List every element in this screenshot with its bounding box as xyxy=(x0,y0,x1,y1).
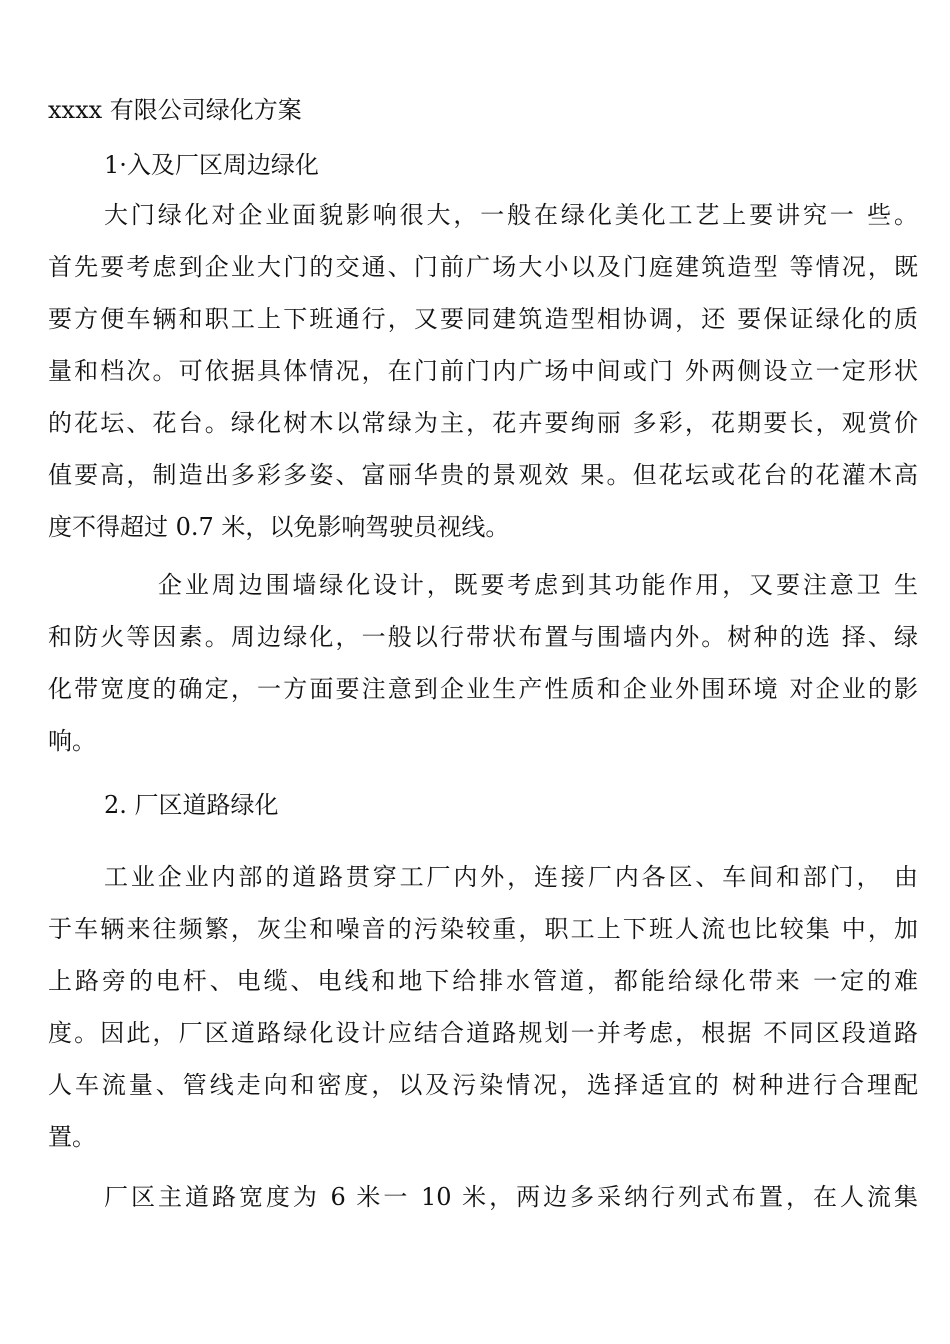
document-title: xxxx 有限公司绿化方案 xyxy=(48,96,302,124)
paragraph-line: 厂区主道路宽度为 6 米一 10 米，两边多采纳行列式布置，在人流集 xyxy=(104,1183,918,1211)
paragraph-line: 企业周边围墙绿化设计，既要考虑到其功能作用，又要注意卫 生 xyxy=(158,571,918,599)
paragraph-line: 大门绿化对企业面貌影响很大，一般在绿化美化工艺上要讲究一 些。 xyxy=(104,201,918,229)
paragraph-line: 于车辆来往频繁，灰尘和噪音的污染较重，职工上下班人流也比较集 中，加 xyxy=(48,915,918,943)
paragraph-line: 首先要考虑到企业大门的交通、门前广场大小以及门庭建筑造型 等情况，既 xyxy=(48,253,918,281)
paragraph-line: 化带宽度的确定，一方面要注意到企业生产性质和企业外围环境 对企业的影 xyxy=(48,675,918,703)
section-heading-1: 1·入及厂区周边绿化 xyxy=(104,151,319,179)
paragraph-line: 要方便车辆和职工上下班通行，又要同建筑造型相协调，还 要保证绿化的质 xyxy=(48,305,918,333)
section-heading-2: 2. 厂区道路绿化 xyxy=(104,791,279,819)
paragraph-line: 度不得超过 0.7 米，以免影响驾驶员视线。 xyxy=(48,513,510,541)
paragraph-line: 工业企业内部的道路贯穿工厂内外，连接厂内各区、车间和部门， 由 xyxy=(104,863,918,891)
paragraph-line: 上路旁的电杆、电缆、电线和地下给排水管道，都能给绿化带来 一定的难 xyxy=(48,967,918,995)
paragraph-line: 值要高，制造出多彩多姿、富丽华贵的景观效 果。但花坛或花台的花灌木高 xyxy=(48,461,918,489)
paragraph-line: 响。 xyxy=(48,727,96,755)
paragraph-line: 量和档次。可依据具体情况，在门前门内广场中间或门 外两侧设立一定形状 xyxy=(48,357,918,385)
paragraph-line: 和防火等因素。周边绿化，一般以行带状布置与围墙内外。树种的选 择、绿 xyxy=(48,623,918,651)
paragraph-line: 度。因此，厂区道路绿化设计应结合道路规划一并考虑，根据 不同区段道路 xyxy=(48,1019,918,1047)
paragraph-line: 人车流量、管线走向和密度，以及污染情况，选择适宜的 树种进行合理配 xyxy=(48,1071,918,1099)
paragraph-line: 置。 xyxy=(48,1123,96,1151)
paragraph-line: 的花坛、花台。绿化树木以常绿为主，花卉要绚丽 多彩，花期要长，观赏价 xyxy=(48,409,918,437)
